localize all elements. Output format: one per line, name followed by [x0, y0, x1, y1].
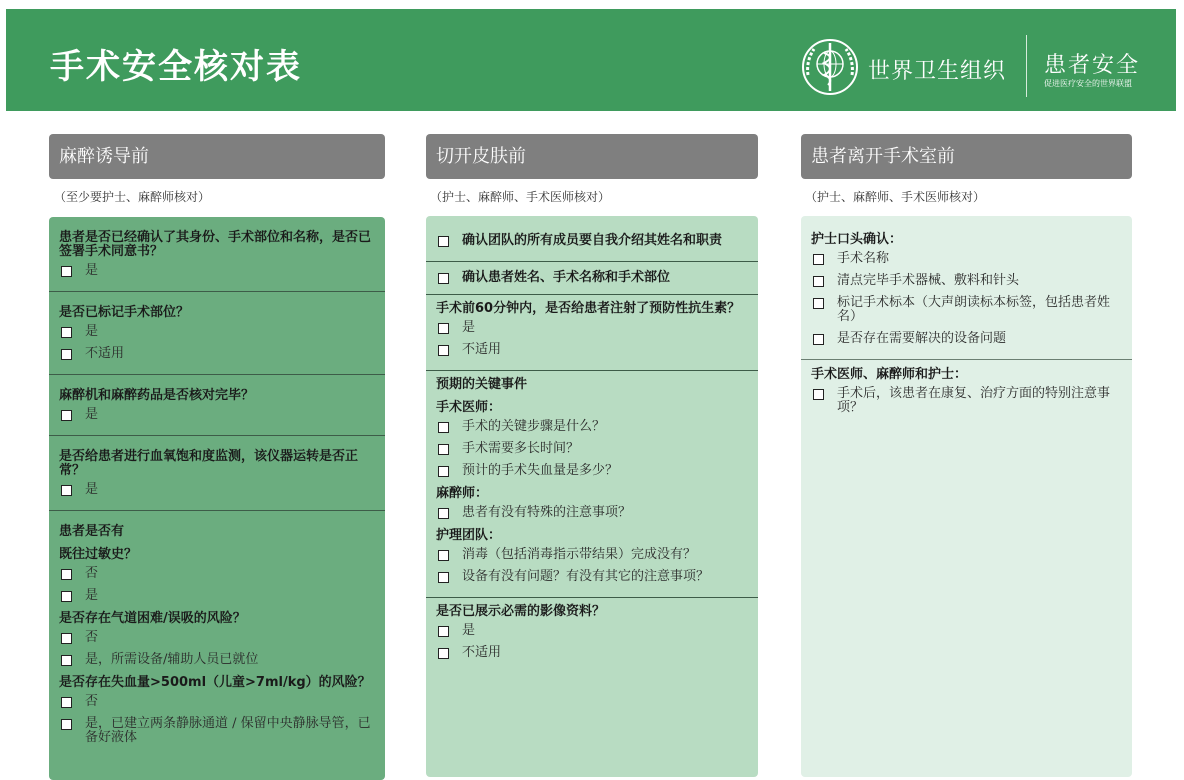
- checkbox-option[interactable]: [59, 483, 375, 497]
- column-header-before-incision: 切开皮肤前: [426, 134, 758, 179]
- checkbox-icon[interactable]: [438, 345, 449, 356]
- option-label: 设备有没有问题？有没有其它的注意事项？: [462, 569, 710, 584]
- sub-question-text: 既往过敏史？: [59, 547, 138, 562]
- option-label: 手术的关键步骤是什么？: [462, 419, 606, 434]
- option-label: 不适用: [462, 342, 502, 357]
- option-label: 手术后，该患者在康复、治疗方面的特别注意事项？: [837, 386, 1111, 415]
- checkbox-option[interactable]: [436, 624, 748, 638]
- option-label: 是: [85, 482, 99, 497]
- checkbox-option[interactable]: [436, 271, 748, 285]
- option-label: 手术需要多长时间？: [462, 441, 580, 456]
- checkbox-option[interactable]: [811, 252, 1122, 266]
- checklist-section: [426, 371, 758, 598]
- checklist-section: [426, 262, 758, 295]
- option-label: 标记手术标本（大声朗读标本标签，包括患者姓名）: [837, 295, 1111, 324]
- checkbox-option[interactable]: [59, 408, 375, 422]
- checkbox-icon[interactable]: [438, 466, 449, 477]
- checklist-section: [426, 295, 758, 371]
- checkbox-option[interactable]: [59, 264, 375, 278]
- option-label: 清点完毕手术器械、敷料和针头: [837, 273, 1020, 288]
- column-note: （至少要护士、麻醉师核对）: [54, 190, 211, 204]
- option-label: 是: [462, 623, 476, 638]
- option-label: 是，已建立两条静脉通道 / 保留中央静脉导管，已备好液体: [85, 716, 371, 745]
- checklist-section: [49, 436, 385, 511]
- option-label: 否: [85, 630, 99, 645]
- checkbox-icon[interactable]: [438, 323, 449, 334]
- checkbox-option[interactable]: [436, 548, 748, 562]
- checklist-section: [426, 598, 758, 673]
- checkbox-option[interactable]: [811, 296, 1122, 324]
- checkbox-option[interactable]: [436, 570, 748, 584]
- checkbox-icon[interactable]: [61, 327, 72, 338]
- checkbox-icon[interactable]: [61, 633, 72, 644]
- option-label: 患者有没有特殊的注意事项？: [462, 505, 632, 520]
- checkbox-option[interactable]: [436, 420, 748, 434]
- checkbox-option[interactable]: [436, 506, 748, 520]
- option-label: 是: [85, 324, 99, 339]
- question-text: 手术医师、麻醉师和护士：: [811, 367, 968, 382]
- option-label: 确认患者姓名、手术名称和手术部位: [462, 270, 671, 285]
- option-label: 是: [85, 407, 99, 422]
- checklist-section: [49, 292, 385, 375]
- panel-before-incision: [426, 216, 758, 777]
- checkbox-option[interactable]: [436, 464, 748, 478]
- option-label: 是，所需设备/辅助人员已就位: [85, 652, 259, 667]
- checkbox-icon[interactable]: [438, 626, 449, 637]
- column-header-before-leaving: 患者离开手术室前: [801, 134, 1132, 179]
- checkbox-icon[interactable]: [61, 569, 72, 580]
- patient-safety-subtitle: 促进医疗安全的世界联盟: [1044, 79, 1132, 88]
- checkbox-icon[interactable]: [61, 349, 72, 360]
- checkbox-icon[interactable]: [61, 719, 72, 730]
- checkbox-icon[interactable]: [438, 508, 449, 519]
- option-label: 确认团队的所有成员要自我介绍其姓名和职责: [462, 233, 723, 248]
- checkbox-icon[interactable]: [438, 572, 449, 583]
- sub-question-text: 是否存在失血量>500ml（儿童>7ml/kg）的风险？: [59, 675, 371, 690]
- question-text: 手术前60分钟内，是否给患者注射了预防性抗生素？: [436, 301, 741, 316]
- sub-question-text: 手术医师：: [436, 400, 502, 415]
- checkbox-option[interactable]: [59, 347, 375, 361]
- checkbox-option[interactable]: [59, 717, 375, 745]
- checkbox-icon[interactable]: [61, 485, 72, 496]
- checkbox-option[interactable]: [811, 332, 1122, 346]
- sub-question-text: 是否存在气道困难/误吸的风险？: [59, 611, 246, 626]
- option-label: 是: [462, 320, 476, 335]
- checkbox-icon[interactable]: [61, 410, 72, 421]
- checkbox-icon[interactable]: [438, 422, 449, 433]
- checkbox-option[interactable]: [436, 321, 748, 335]
- checkbox-option[interactable]: [59, 631, 375, 645]
- checkbox-option[interactable]: [436, 234, 748, 248]
- question-text: 是否已展示必需的影像资料？: [436, 604, 606, 619]
- option-label: 手术名称: [837, 251, 890, 266]
- question-text: 是否给患者进行血氧饱和度监测，该仪器运转是否正常？: [59, 449, 359, 478]
- checkbox-option[interactable]: [811, 274, 1122, 288]
- who-emblem-icon: [800, 37, 860, 99]
- checkbox-icon[interactable]: [438, 648, 449, 659]
- option-label: 预计的手术失血量是多少？: [462, 463, 619, 478]
- option-label: 是否存在需要解决的设备问题: [837, 331, 1007, 346]
- checkbox-icon[interactable]: [438, 444, 449, 455]
- checkbox-icon[interactable]: [61, 697, 72, 708]
- sub-question-text: 麻醉师：: [436, 486, 489, 501]
- checklist-section: [426, 216, 758, 262]
- option-label: 不适用: [462, 645, 502, 660]
- option-label: 不适用: [85, 346, 125, 361]
- header-banner: [6, 9, 1176, 111]
- checkbox-icon[interactable]: [438, 273, 449, 284]
- checkbox-option[interactable]: [59, 567, 375, 581]
- question-text: 预期的关键事件: [436, 377, 528, 392]
- option-label: 消毒（包括消毒指示带结果）完成没有？: [462, 547, 697, 562]
- column-note: （护士、麻醉师、手术医师核对）: [430, 190, 611, 204]
- checkbox-option[interactable]: [436, 646, 748, 660]
- checklist-section: [49, 217, 385, 292]
- page-title: 手术安全核对表: [50, 47, 302, 87]
- question-text: 麻醉机和麻醉药品是否核对完毕？: [59, 388, 255, 403]
- checkbox-icon[interactable]: [813, 334, 824, 345]
- panel-before-leaving: [801, 216, 1132, 777]
- checklist-section: [49, 511, 385, 758]
- column-note: （护士、麻醉师、手术医师核对）: [805, 190, 986, 204]
- checkbox-icon[interactable]: [438, 236, 449, 247]
- who-name: 世界卫生组织: [868, 59, 1007, 84]
- option-label: 否: [85, 694, 99, 709]
- option-label: 是: [85, 588, 99, 603]
- column-header-before-anesthesia: 麻醉诱导前: [49, 134, 385, 179]
- checkbox-icon[interactable]: [438, 550, 449, 561]
- checklist-section: [801, 216, 1132, 360]
- checkbox-option[interactable]: [59, 653, 375, 667]
- question-text: 护士口头确认：: [811, 232, 903, 247]
- sub-question-text: 护理团队：: [436, 528, 502, 543]
- checkbox-option[interactable]: [436, 442, 748, 456]
- panel-before-anesthesia: [49, 217, 385, 780]
- question-text: 是否已标记手术部位？: [59, 305, 190, 320]
- patient-safety-title: 患者安全: [1044, 53, 1141, 78]
- checkbox-icon[interactable]: [61, 591, 72, 602]
- checkbox-icon[interactable]: [813, 254, 824, 265]
- checklist-section: [801, 360, 1132, 428]
- checkbox-option[interactable]: [436, 343, 748, 357]
- option-label: 是: [85, 263, 99, 278]
- checkbox-icon[interactable]: [813, 276, 824, 287]
- checkbox-icon[interactable]: [61, 655, 72, 666]
- option-label: 否: [85, 566, 99, 581]
- checkbox-icon[interactable]: [813, 298, 824, 309]
- checkbox-icon[interactable]: [813, 389, 824, 400]
- checkbox-option[interactable]: [59, 695, 375, 709]
- checkbox-option[interactable]: [811, 387, 1122, 415]
- checklist-section: [49, 375, 385, 436]
- checkbox-option[interactable]: [59, 325, 375, 339]
- banner-divider: [1026, 35, 1027, 97]
- checkbox-option[interactable]: [59, 589, 375, 603]
- question-text: 患者是否已经确认了其身份、手术部位和名称，是否已签署手术同意书？: [59, 230, 372, 259]
- checkbox-icon[interactable]: [61, 266, 72, 277]
- question-text: 患者是否有: [59, 524, 125, 539]
